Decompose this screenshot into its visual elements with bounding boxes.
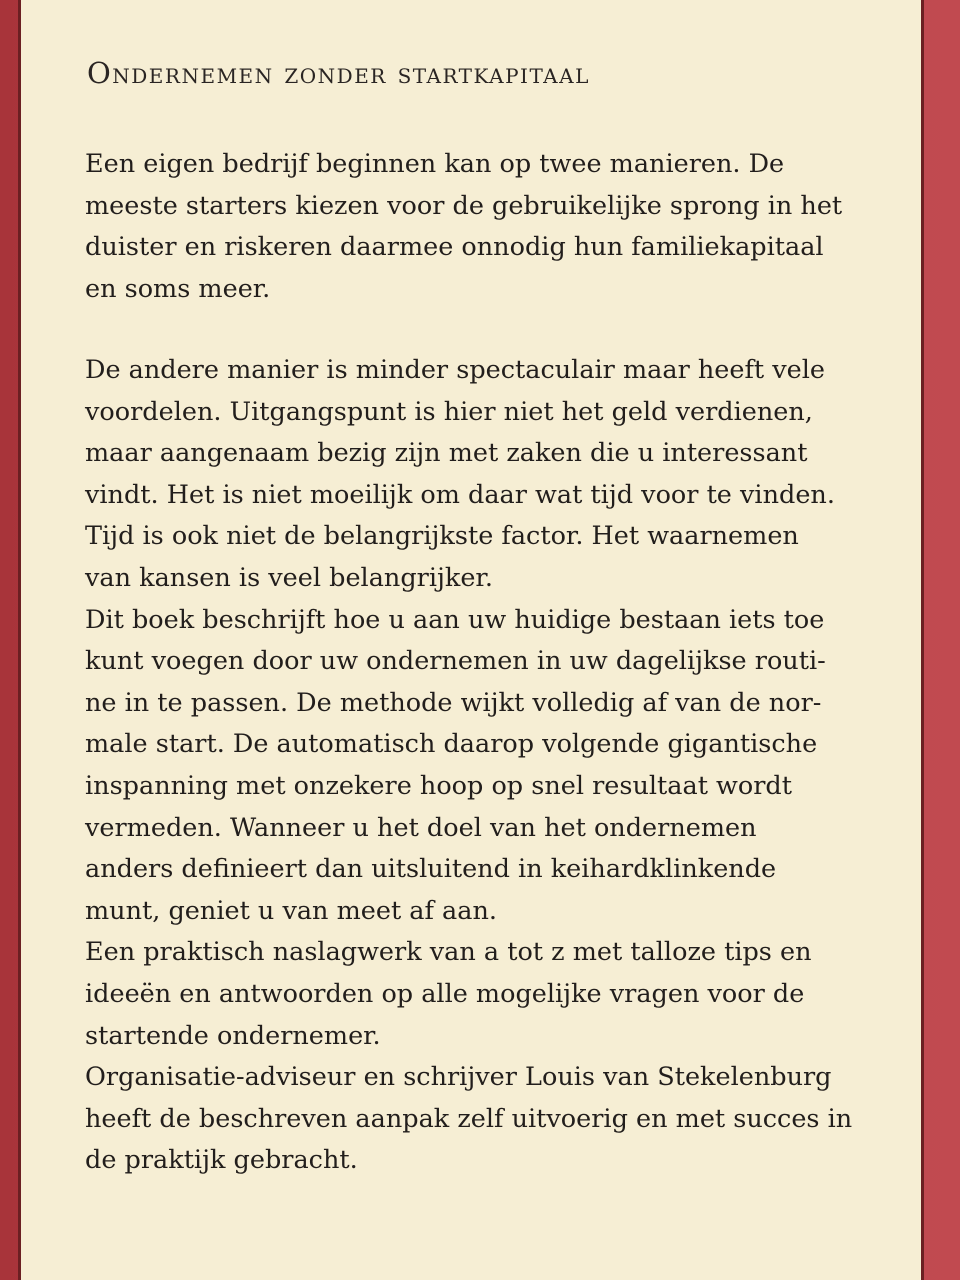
text-line: munt, geniet u van meet af aan.: [85, 895, 497, 926]
text-line: en soms meer.: [85, 273, 271, 304]
text-line: ne in te passen. De methode wijkt volledig af van de nor-: [85, 687, 822, 718]
text-line: kunt voegen door uw ondernemen in uw dagelijkse routi-: [85, 646, 826, 677]
text-line: ideeën en antwoorden op alle mogelijke vragen voor de: [85, 978, 805, 1009]
text-line: Dit boek beschrijft hoe u aan uw huidige bestaan iets toe: [85, 604, 825, 635]
text-line: voordelen. Uitgangspunt is hier niet het geld verdienen,: [85, 396, 813, 427]
text-line: anders definieert dan uitsluitend in keihardklinkende: [85, 854, 777, 885]
text-line: vindt. Het is niet moeilijk om daar wat tijd voor te vinden.: [85, 479, 835, 510]
text-line: de praktijk gebracht.: [85, 1145, 358, 1176]
text-line: startende ondernemer.: [85, 1020, 381, 1051]
paragraph-2: [85, 350, 915, 1182]
text-line: inspanning met onzekere hoop op snel resultaat wordt: [85, 770, 792, 801]
text-line: Tijd is ook niet de belangrijkste factor. Het waarnemen: [85, 521, 799, 552]
text-line: van kansen is veel belangrijker.: [85, 562, 493, 593]
text-line: De andere manier is minder spectaculair maar heeft vele: [85, 355, 825, 385]
text-line: vermeden. Wanneer u het doel van het ondernemen: [85, 812, 757, 843]
book-title: Ondernemen zonder startkapitaal: [87, 56, 590, 90]
text-line: Een praktisch naslagwerk van a tot z met talloze tips en: [85, 937, 812, 968]
text-line: Organisatie-adviseur en schrijver Louis van Stekelenburg: [85, 1062, 832, 1093]
text-line: Een eigen bedrijf beginnen kan op twee manieren. De: [85, 149, 785, 179]
text-panel: [18, 0, 924, 1280]
paragraph-1: [85, 144, 915, 310]
text-line: maar aangenaam bezig zijn met zaken die u interessant: [85, 438, 808, 469]
text-line: meeste starters kiezen voor de gebruikelijke sprong in het: [85, 190, 843, 221]
text-line: heeft de beschreven aanpak zelf uitvoerig en met succes in: [85, 1103, 853, 1134]
text-line: male start. De automatisch daarop volgende gigantische: [85, 729, 818, 760]
text-line: duister en riskeren daarmee onnodig hun familiekapitaal: [85, 232, 824, 263]
